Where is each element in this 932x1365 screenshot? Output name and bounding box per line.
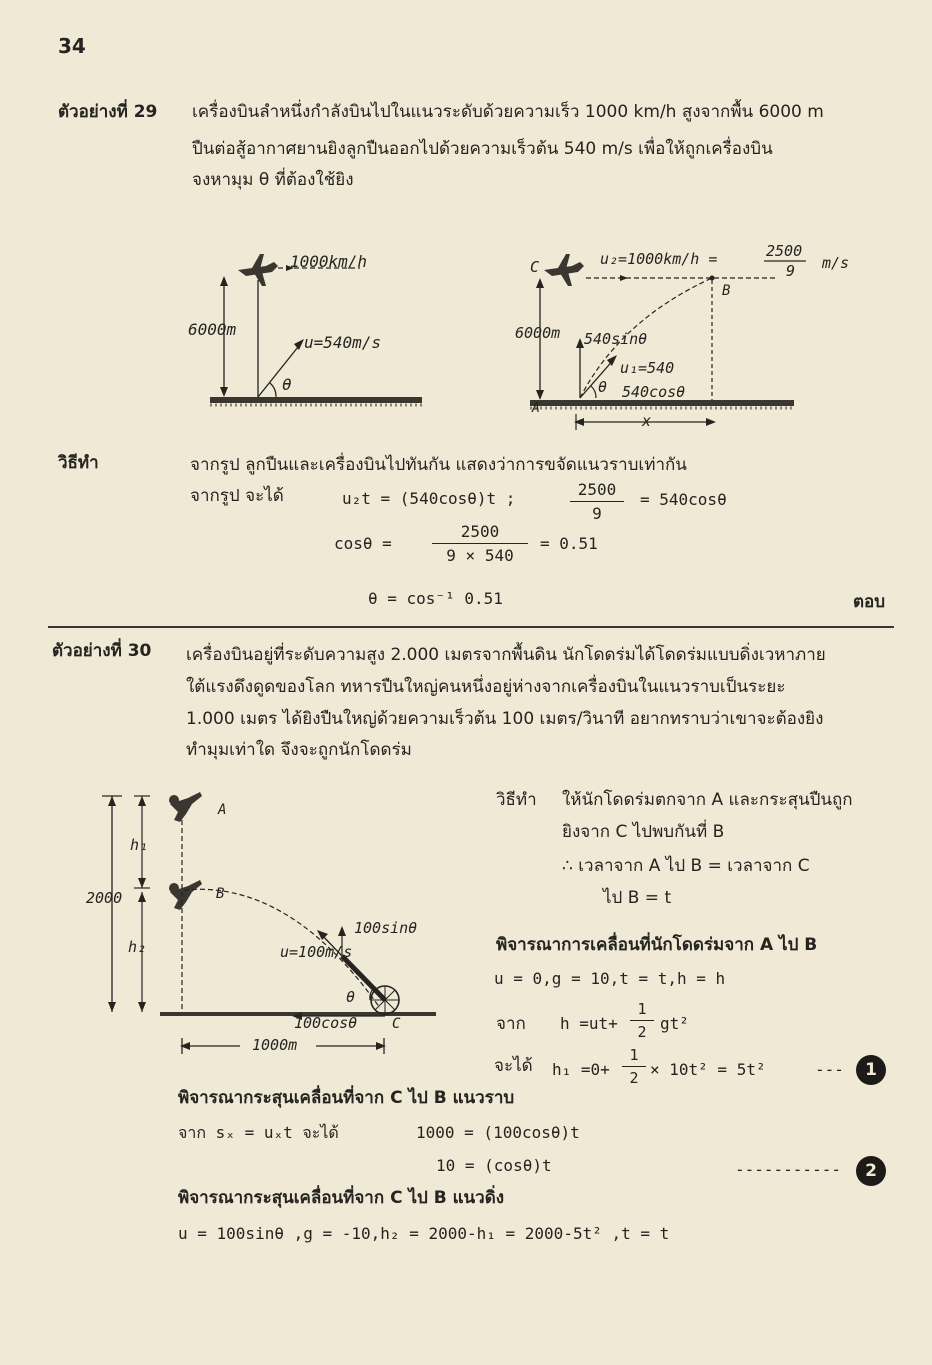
velocity-label: u=100m/s bbox=[280, 943, 353, 961]
example-29-line-3: จงหามุม θ ที่ต้องใช้ยิง bbox=[192, 170, 354, 190]
solution-30-line-3: ∴ เวลาจาก A ไป B = เวลาจาก C bbox=[562, 856, 810, 876]
kinematics-equation-tail: gt² bbox=[660, 1014, 689, 1033]
point-C: C bbox=[392, 1016, 401, 1032]
skydiver-icon bbox=[169, 880, 202, 910]
vertical-component-label: 100sinθ bbox=[354, 919, 418, 937]
plane-speed-label: u₂=1000km/h = bbox=[600, 250, 718, 268]
solution-29-cos-lhs: cosθ = bbox=[334, 534, 392, 553]
meeting-point-B bbox=[710, 276, 715, 281]
figure-29-left bbox=[180, 240, 440, 430]
so-label: จะได้ bbox=[494, 1056, 533, 1076]
distance-label: 1000m bbox=[252, 1036, 298, 1054]
equation-2-badge: 2 bbox=[856, 1156, 886, 1186]
example-29-line-2: ปืนต่อสู้อากาศยานยิงลูกปืนออกไปด้วยความเร็วต้น 540 m/s เพื่อให้ถูกเครื่องบิน bbox=[192, 139, 773, 159]
fraction-numerator: 2500 bbox=[432, 522, 528, 544]
height-2000-label: 2000 bbox=[86, 889, 123, 907]
fraction-2500-over-9 bbox=[570, 480, 624, 523]
horizontal-motion-equation: 1000 = (100cosθ)t bbox=[416, 1123, 580, 1142]
solution-29-equation-1-rhs: = 540cosθ bbox=[640, 490, 727, 509]
vertical-motion-equation: u = 100sinθ ,g = -10,h₂ = 2000-h₁ = 2000-5t² ,t = t bbox=[178, 1224, 670, 1243]
h2-label: h₂ bbox=[128, 938, 147, 956]
equation-2: 10 = (cosθ)t bbox=[436, 1156, 552, 1175]
point-A: A bbox=[218, 802, 227, 818]
theta-label: θ bbox=[282, 375, 292, 394]
fraction-one-half bbox=[630, 1000, 654, 1041]
velocity-label: u=540m/s bbox=[304, 333, 382, 352]
example-30-line-2: ใต้แรงดึงดูดของโลก ทหารปืนใหญ่คนหนึ่งอยู่ห่างจากเครื่องบินในแนวราบเป็นระยะ bbox=[186, 677, 786, 697]
solution-30-line-4: ไป B = t bbox=[603, 888, 672, 908]
fraction-denominator: 2 bbox=[629, 1069, 639, 1087]
frac-denominator: 9 bbox=[786, 262, 796, 280]
equation-1-leader: --- bbox=[815, 1060, 844, 1079]
horizontal-component-label: 540cosθ bbox=[622, 383, 686, 401]
horizontal-component-label: 100cosθ bbox=[294, 1014, 358, 1032]
point-A: A bbox=[532, 401, 540, 416]
solution-29-label: วิธีทำ bbox=[58, 453, 99, 473]
example-30-label: ตัวอย่างที่ 30 bbox=[52, 641, 152, 661]
point-B: B bbox=[722, 283, 731, 299]
kinematics-equation: h =ut+ bbox=[560, 1014, 618, 1033]
answer-label: ตอบ bbox=[853, 592, 886, 612]
solution-29-line-1: จากรูป ลูกปืนและเครื่องบินไปทันกัน แสดงว่าการขจัดแนวราบเท่ากัน bbox=[190, 455, 687, 475]
from-label: จาก bbox=[496, 1014, 526, 1034]
page-number: 34 bbox=[58, 34, 86, 58]
example-30-line-3: 1.000 เมตร ได้ยิงปืนใหญ่ด้วยความเร็วต้น 100 เมตร/วินาที อยากทราบว่าเขาจะต้องยิง bbox=[186, 709, 824, 729]
initial-velocity-label: u₁=540 bbox=[620, 359, 675, 377]
solution-29-cos-rhs: = 0.51 bbox=[540, 534, 598, 553]
equation-1-badge: 1 bbox=[856, 1055, 886, 1085]
skydiver-icon bbox=[169, 792, 202, 822]
theta-label: θ bbox=[598, 378, 608, 396]
figure-30 bbox=[80, 780, 450, 1055]
fraction-one-half bbox=[622, 1046, 646, 1087]
frac-numerator: 2500 bbox=[766, 242, 803, 260]
figure-29-right bbox=[510, 240, 850, 435]
solution-29-equation-1: u₂t = (540cosθ)t ; bbox=[342, 489, 516, 508]
fraction-denominator: 9 × 540 bbox=[446, 546, 514, 565]
example-29-line-1: เครื่องบินลำหนึ่งกำลังบินไปในแนวระดับด้วยความเร็ว 1000 km/h สูงจากพื้น 6000 m bbox=[192, 102, 824, 122]
fraction-numerator: 1 bbox=[622, 1046, 646, 1067]
fraction-numerator: 2500 bbox=[570, 480, 624, 502]
solution-29-theta-result: θ = cos⁻¹ 0.51 bbox=[368, 589, 503, 608]
section-divider bbox=[48, 626, 894, 628]
airplane-icon bbox=[544, 254, 584, 286]
ground-line bbox=[210, 397, 422, 403]
example-30-line-1: เครื่องบินอยู่ที่ระดับความสูง 2.000 เมตรจากพื้นดิน นักโดดร่มได้โดดร่มแบบดิ่งเวหาภาย bbox=[186, 645, 826, 665]
fraction-denominator: 2 bbox=[637, 1023, 647, 1041]
point-C: C bbox=[530, 258, 540, 276]
vertical-motion-heading: พิจารณากระสุนเคลื่อนที่จาก C ไป B แนวดิ่ง bbox=[178, 1188, 505, 1208]
example-30-line-4: ทำมุมเท่าใด จึงจะถูกนักโดดร่ม bbox=[186, 740, 412, 760]
speed-label: 1000km/h bbox=[290, 252, 368, 271]
vertical-component-label: 540sinθ bbox=[584, 330, 648, 348]
horizontal-motion-heading: พิจารณากระสุนเคลื่อนที่จาก C ไป B แนวราบ bbox=[178, 1088, 515, 1108]
horizontal-motion-prefix: จาก sₓ = uₓt จะได้ bbox=[178, 1123, 339, 1142]
height-label: 6000m bbox=[188, 320, 237, 339]
solution-30-line-5: พิจารณาการเคลื่อนที่นักโดดร่มจาก A ไป B bbox=[496, 935, 818, 955]
h1-equation: h₁ =0+ bbox=[552, 1060, 610, 1079]
height-label: 6000m bbox=[515, 324, 561, 342]
solution-30-line-6: u = 0,g = 10,t = t,h = h bbox=[494, 969, 726, 988]
solution-30-line-2: ยิงจาก C ไปพบกันที่ B bbox=[562, 822, 725, 842]
fraction-2500-over-9x540 bbox=[432, 522, 528, 565]
equation-2-leader: ----------- bbox=[735, 1160, 841, 1179]
fraction-denominator: 9 bbox=[592, 504, 602, 523]
h1-label: h₁ bbox=[130, 836, 149, 854]
x-label: x bbox=[642, 412, 652, 430]
example-29-label: ตัวอย่างที่ 29 bbox=[58, 102, 158, 122]
solution-30-line-1: ให้นักโดดร่มตกจาก A และกระสุนปืนถูก bbox=[562, 790, 853, 810]
point-B: B bbox=[216, 886, 225, 902]
unit-label: m/s bbox=[822, 254, 850, 272]
h1-equation-tail: × 10t² = 5t² bbox=[650, 1060, 766, 1079]
fraction-numerator: 1 bbox=[630, 1000, 654, 1021]
theta-label: θ bbox=[346, 988, 356, 1006]
solution-30-label: วิธีทำ bbox=[496, 790, 537, 810]
solution-29-prefix: จากรูป จะได้ bbox=[190, 486, 284, 506]
